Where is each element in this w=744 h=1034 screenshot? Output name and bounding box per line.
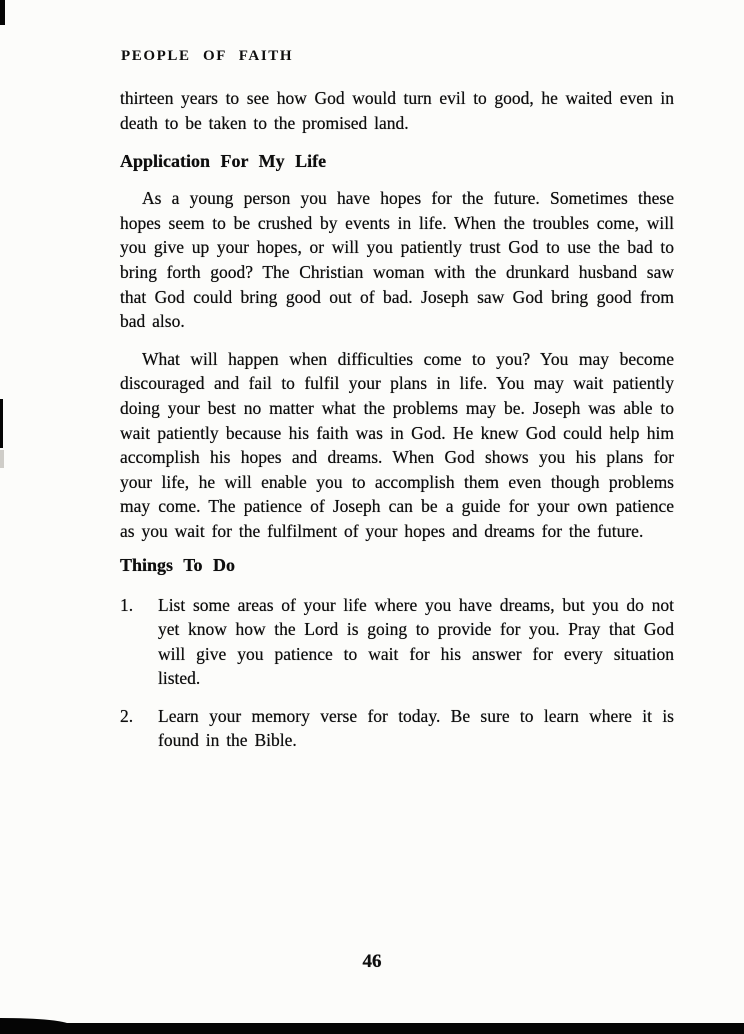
- list-item-text: List some areas of your life where you have dreams, but you do not yet know how the Lord is going to provide for you. Pray that God will give you patience to wait for his answer for every situation listed.: [158, 594, 674, 689]
- page-content: [120, 48, 674, 753]
- list-item-number: 1.: [120, 594, 134, 615]
- scan-artifact-left-edge: [0, 399, 3, 448]
- page-number: 46: [362, 951, 382, 972]
- scan-artifact-top-left: [0, 0, 5, 25]
- paragraph-hopes: As a young person you have hopes for the future. Sometimes these hopes seem to be crushed by events in life. When the troubles come, will you give up your hopes, or will you patiently trust God to use the bad to bring forth good? The Christian woman with the drunkard husband saw that God could bring good out of bad. Joseph saw God bring good from bad also.: [120, 188, 674, 332]
- list-item-number: 2.: [120, 705, 134, 726]
- list-item-text: Learn your memory verse for today. Be sure to learn where it is found in the Bible.: [158, 705, 674, 751]
- scan-artifact-left-speck: [0, 450, 4, 468]
- scan-artifact-bottom-curve: [0, 1018, 70, 1025]
- intro-paragraph: thirteen years to see how God would turn evil to good, he waited even in death to be taken to the promised land.: [120, 88, 674, 133]
- list-item: [120, 593, 674, 691]
- section-heading-application: Application For My Life: [120, 151, 327, 172]
- running-header: PEOPLE OF FAITH: [121, 48, 294, 64]
- section-heading-things-to-do: Things To Do: [120, 554, 236, 575]
- scan-artifact-bottom-bar: [0, 1023, 744, 1034]
- list-item: [120, 704, 674, 753]
- paragraph-difficulties: What will happen when difficulties come to you? You may become discouraged and fail to fulfil your plans in life. You may wait patiently doing your best no matter what the problems may be. Joseph was able to wait patiently because his faith was in God. He knew God could help him accomplish his hopes and dreams. When God shows you his plans for your life, he will enable you to accomplish them even though problems may come. The patience of Joseph can be a guide for your own patience as you wait for the fulfilment of your hopes and dreams for the future.: [120, 348, 674, 541]
